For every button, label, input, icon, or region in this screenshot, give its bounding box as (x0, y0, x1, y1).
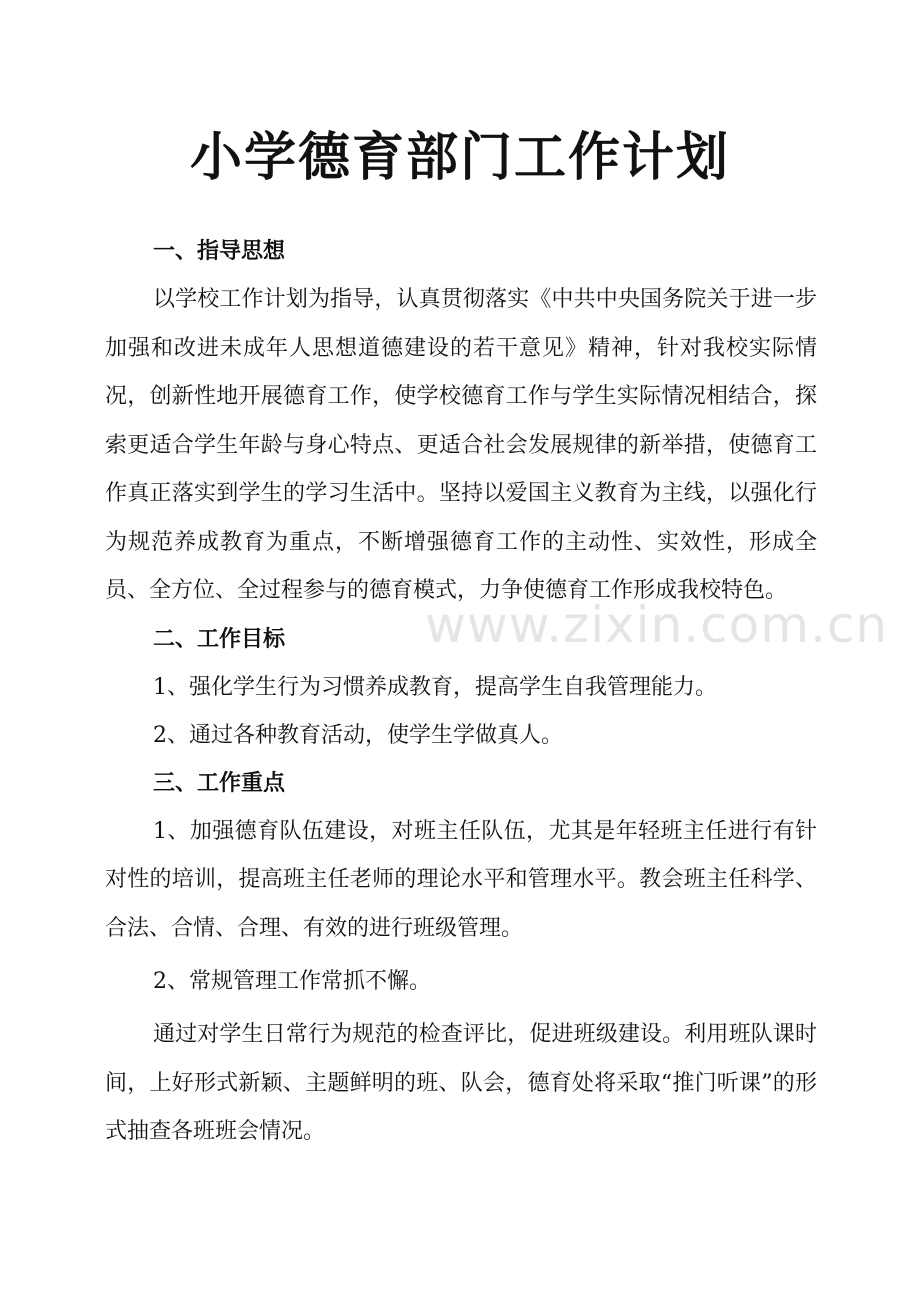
document-body (105, 228, 817, 1157)
work-focus-item-1: 1、加强德育队伍建设，对班主任队伍，尤其是年轻班主任进行有针对性的培训，提高班主任老师的理论水平和管理水平。教会班主任科学、合法、合情、合理、有效的进行班级管理。 (105, 818, 817, 941)
section-heading-guiding-ideology: 一、指导思想 (153, 239, 286, 264)
work-focus-item-2-detail: 通过对学生日常行为规范的检查评比，促进班级建设。利用班队课时间，上好形式新颖、主题鲜明的班、队会，德育处将采取“推门听课”的形式抽查各班班会情况。 (105, 1022, 817, 1144)
work-focus-item-2: 2、常规管理工作常抓不懈。 (153, 969, 431, 994)
document-title: 小学德育部门工作计划 (189, 128, 730, 188)
section-paragraph-guiding-ideology: 以学校工作计划为指导，认真贯彻落实《中共中央国务院关于进一步加强和改进未成年人思想道德建设的若干意见》精神，针对我校实际情况，创新性地开展德育工作，使学校德育工作与学生实际情况相结合，探索更适合学生年龄与身心特点、更适合社会发展规律的新举措，使德育工作真正落实到学生的学习生活中。坚持以爱国主义教育为主线，以强化行为规范养成教育为重点，不断增强德育工作的主动性、实效性，形成全员、全方位、全过程参与的德育模式，力争使德育工作形成我校特色。 (105, 287, 817, 603)
section-heading-work-goals: 二、工作目标 (153, 626, 286, 652)
work-goal-item-1: 1、强化学生行为习惯养成教育，提高学生自我管理能力。 (153, 674, 717, 700)
watermark: www.zixin.com.cn (425, 596, 889, 654)
work-goal-item-2: 2、通过各种教育活动，使学生学做真人。 (153, 722, 563, 748)
section-heading-work-focus: 三、工作重点 (153, 770, 286, 796)
